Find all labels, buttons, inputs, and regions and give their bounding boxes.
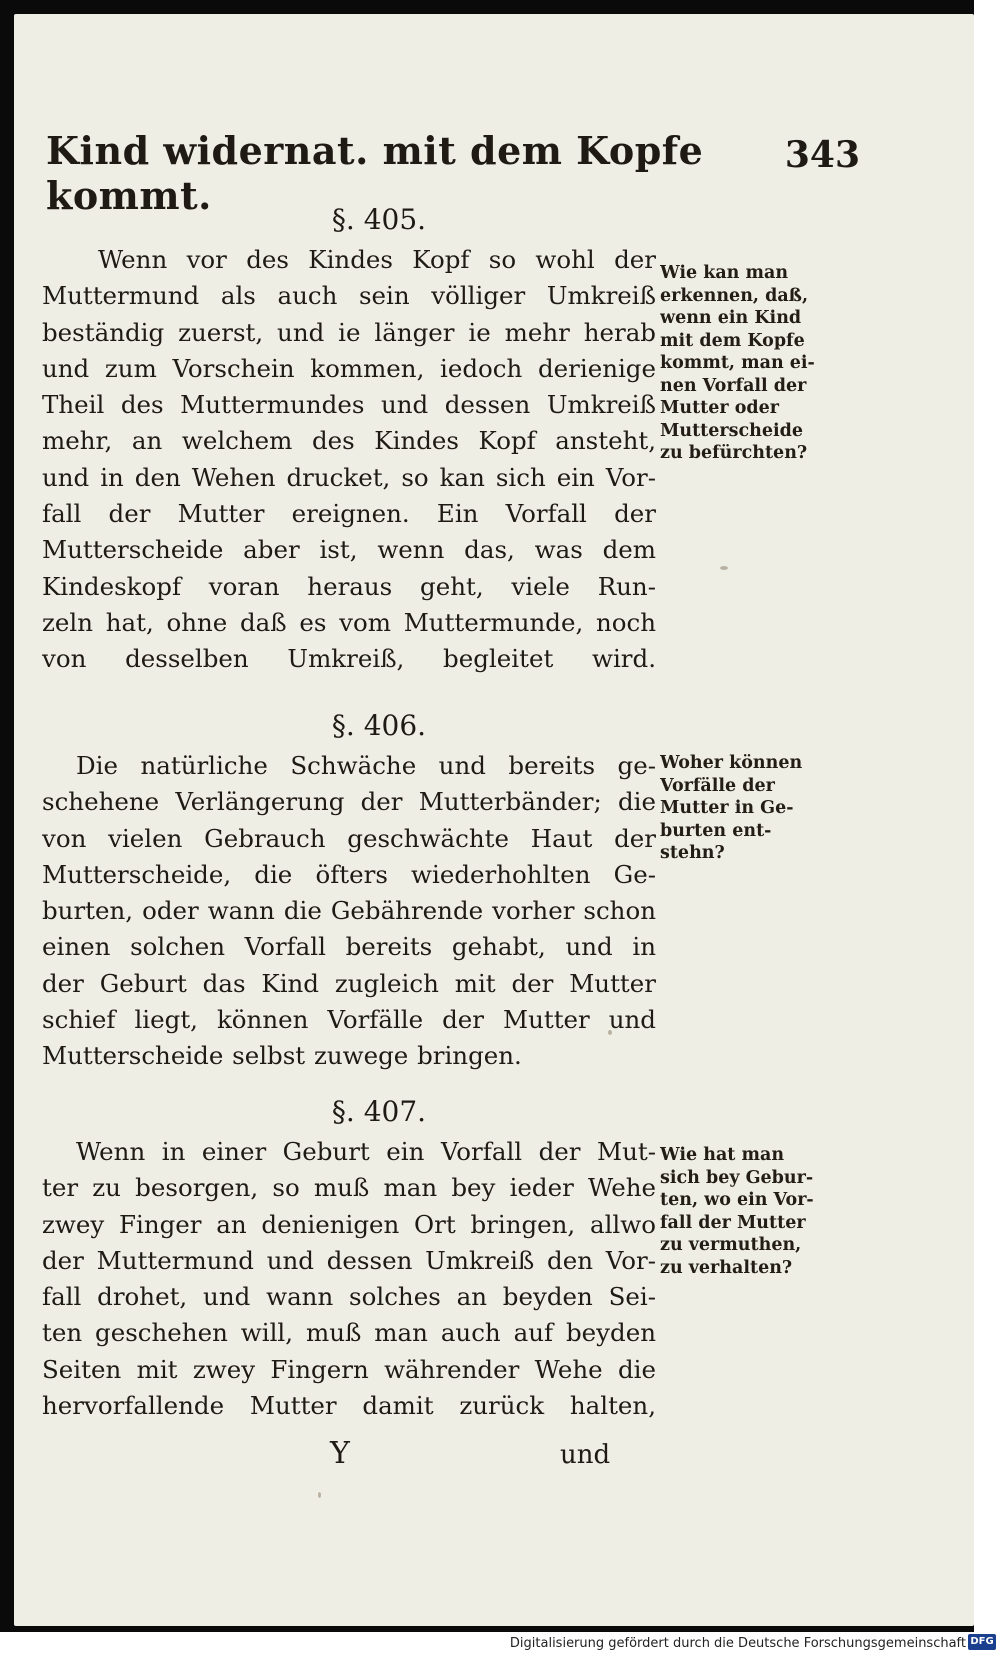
margin-note-line: nen Vorfall der: [660, 375, 807, 396]
margin-note-line: Mutterscheide: [660, 420, 803, 441]
margin-note-line: Mutter in Ge-: [660, 798, 794, 818]
margin-note-line: kommt, man ei-: [660, 353, 815, 373]
catchword: und: [560, 1440, 611, 1470]
text-line: und in den Wehen drucket, so kan sich ein Vor-: [42, 462, 656, 492]
margin-note-line: stehn?: [660, 843, 725, 863]
paragraph: [42, 1134, 656, 1424]
text-line: Theil des Muttermundes und dessen Umkreiß: [42, 390, 656, 420]
text-line: zeln hat, ohne daß es vom Muttermunde, noch: [42, 607, 656, 637]
text-line: der Muttermund und dessen Umkreiß den Vor-: [42, 1245, 656, 1275]
section-number: §. 406.: [331, 709, 427, 742]
margin-note-line: mit dem Kopfe: [660, 330, 805, 351]
text-line: Die natürliche Schwäche und bereits ge-: [76, 751, 656, 780]
text-line: zwey Finger an denienigen Ort bringen, allwo: [42, 1209, 656, 1239]
margin-note-line: zu befürchten?: [660, 443, 808, 463]
margin-note-line: Vorfälle der: [660, 775, 775, 796]
margin-note-line: Wie kan man: [660, 263, 789, 283]
funding-credit: Digitalisierung gefördert durch die Deutsche Forschungsgemeinschaft: [509, 1636, 966, 1651]
margin-note-line: Wie hat man: [660, 1145, 785, 1165]
margin-note-405: [660, 262, 830, 465]
paper-speck: [720, 566, 728, 570]
text-line: schehene Verlängerung der Mutterbänder; die: [42, 787, 656, 817]
text-line: einen solchen Vorfall bereits gehabt, und in: [42, 932, 656, 962]
margin-note-line: burten ent-: [660, 820, 772, 841]
section-number: §. 405.: [331, 203, 427, 236]
text-line: der Geburt das Kind zugleich mit der Mutter: [42, 968, 656, 998]
text-line: hervorfallende Mutter damit zurück halten,: [42, 1391, 656, 1421]
text-line: Muttermund als auch sein völliger Umkreiß: [42, 281, 656, 311]
dfg-logo-icon: DFG: [968, 1634, 996, 1650]
paper-speck: [318, 1492, 321, 1498]
paragraph: [42, 748, 656, 1075]
running-head: Kind widernat. mit dem Kopfe kommt.: [46, 128, 704, 218]
text-line: mehr, an welchem des Kindes Kopf ansteht,: [42, 426, 656, 456]
paragraph: [42, 242, 656, 678]
text-line: fall drohet, und wann solches an beyden Sei-: [42, 1282, 656, 1312]
margin-note-line: Mutter oder: [660, 398, 779, 418]
text-line: ter zu besorgen, so muß man bey ieder Wehe: [42, 1173, 656, 1203]
page-edge: [974, 0, 1000, 1632]
text-line: ten geschehen will, muß man auch auf beyden: [42, 1318, 656, 1348]
section-number: §. 407.: [331, 1095, 427, 1128]
margin-note-407: [660, 1144, 830, 1279]
text-line: Mutterscheide aber ist, wenn das, was dem: [42, 535, 656, 565]
section-406: [42, 704, 656, 1075]
text-line: von desselben Umkreiß, begleitet wird.: [42, 644, 656, 674]
margin-note-line: wenn ein Kind: [660, 308, 802, 328]
text-line: und zum Vorschein kommen, iedoch derienige: [42, 353, 656, 383]
section-407: [42, 1090, 656, 1424]
text-line: von vielen Gebrauch geschwächte Haut der: [42, 823, 656, 853]
margin-note-line: sich bey Gebur-: [660, 1167, 814, 1188]
text-line: schief liegt, können Vorfälle der Mutter und: [42, 1005, 656, 1035]
text-line: fall der Mutter ereignen. Ein Vorfall der: [42, 499, 656, 529]
margin-note-line: fall der Mutter: [660, 1212, 806, 1233]
text-line: beständig zuerst, und ie länger ie mehr herab: [42, 317, 656, 347]
text-line: Mutterscheide selbst zuwege bringen.: [42, 1041, 522, 1071]
page-number: 343: [784, 134, 860, 176]
margin-note-line: zu verhalten?: [660, 1257, 793, 1278]
text-line: Wenn in einer Geburt ein Vorfall der Mut-: [76, 1137, 656, 1166]
text-line: Kindeskopf voran heraus geht, viele Run-: [42, 571, 656, 601]
text-line: Seiten mit zwey Fingern währender Wehe die: [42, 1354, 656, 1384]
text-line: Wenn vor des Kindes Kopf so wohl der: [98, 245, 656, 274]
margin-note-line: ten, wo ein Vor-: [660, 1190, 814, 1210]
margin-note-406: [660, 752, 830, 865]
text-line: burten, oder wann die Gebährende vorher schon: [42, 896, 656, 926]
margin-note-line: Woher können: [660, 753, 803, 773]
margin-note-line: zu vermuthen,: [660, 1235, 802, 1255]
page-header: [46, 128, 860, 218]
section-405: [42, 198, 656, 678]
signature-mark: Y: [330, 1436, 350, 1471]
margin-note-line: erkennen, daß,: [660, 285, 809, 306]
text-line: Mutterscheide, die öfters wiederhohlten Ge-: [42, 859, 656, 889]
